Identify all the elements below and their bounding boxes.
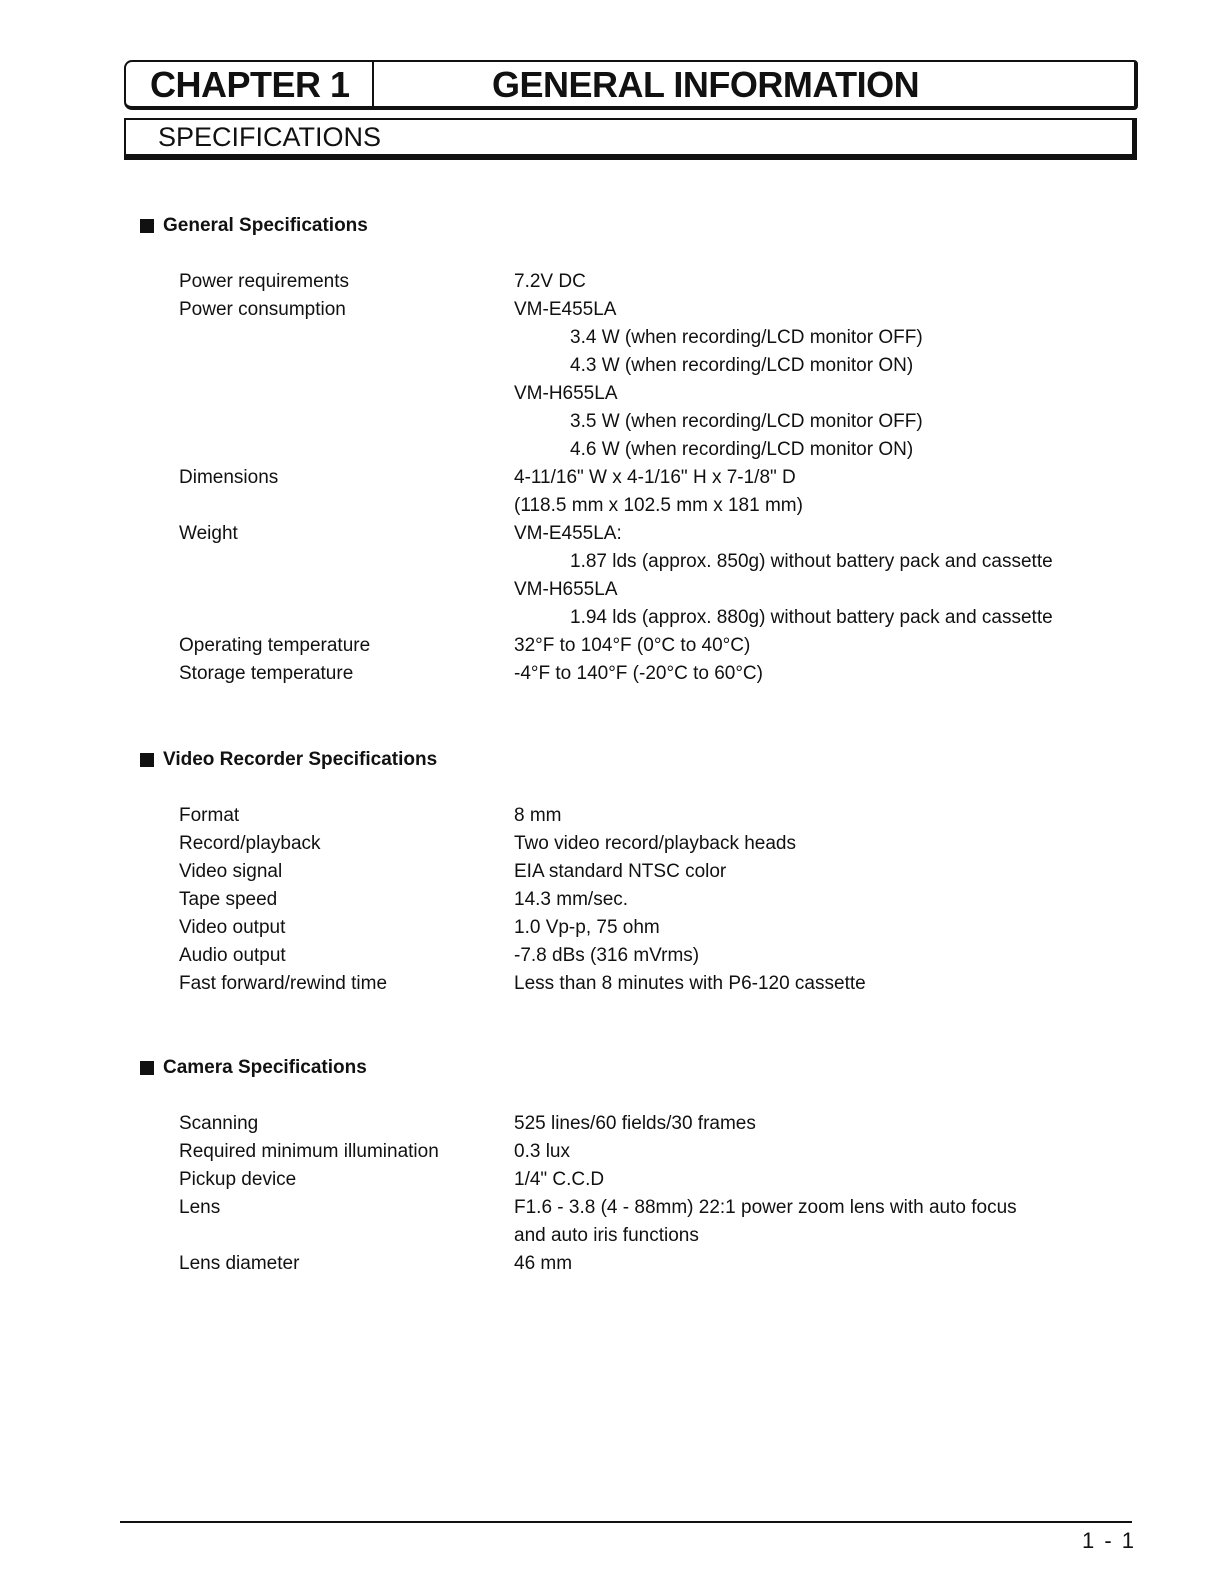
spec-value: 0.3 lux: [514, 1141, 570, 1162]
spec-value: -4°F to 140°F (-20°C to 60°C): [514, 663, 763, 684]
spec-value: EIA standard NTSC color: [514, 861, 727, 882]
spec-row: [140, 520, 622, 548]
square-bullet-icon: [140, 1061, 154, 1075]
spec-label: Scanning: [179, 1113, 259, 1134]
spec-value: 3.5 W (when recording/LCD monitor OFF): [570, 411, 923, 432]
chapter-number: CHAPTER 1: [150, 64, 350, 105]
spec-label: Dimensions: [179, 467, 279, 488]
spec-value: 7.2V DC: [514, 271, 586, 292]
spec-row: [140, 942, 700, 970]
chapter-divider: [372, 62, 374, 106]
spec-label: Fast forward/rewind time: [179, 973, 388, 994]
section-heading: [140, 1054, 367, 1082]
chapter-title: GENERAL INFORMATION: [492, 64, 920, 105]
spec-value: VM-H655LA: [514, 383, 618, 404]
spec-row: [140, 576, 618, 604]
spec-value: 4.6 W (when recording/LCD monitor ON): [570, 439, 914, 460]
spec-label: Storage temperature: [179, 663, 354, 684]
page-number: 1 - 1: [1082, 1528, 1137, 1553]
spec-label: Operating temperature: [179, 635, 371, 656]
spec-value: VM-E455LA: [514, 299, 617, 320]
spec-label: Video signal: [179, 861, 283, 882]
spec-row: [140, 970, 866, 998]
spec-value: VM-E455LA:: [514, 523, 622, 544]
spec-value: 46 mm: [514, 1253, 573, 1274]
section-heading-text: General Specifications: [163, 215, 368, 236]
spec-row: [140, 802, 562, 830]
spec-label: Power consumption: [179, 299, 346, 320]
section-heading-text: Camera Specifications: [163, 1057, 367, 1078]
spec-row: [140, 660, 763, 688]
section-title: SPECIFICATIONS: [158, 122, 382, 152]
spec-list: [140, 802, 866, 998]
spec-row: [140, 858, 727, 886]
spec-row: [140, 352, 914, 380]
chapter-header: [124, 60, 1138, 110]
spec-row: [140, 464, 796, 492]
spec-row: [140, 436, 914, 464]
spec-value: VM-H655LA: [514, 579, 618, 600]
square-bullet-icon: [140, 753, 154, 767]
spec-row: [140, 1138, 570, 1166]
camera-specifications: [140, 1054, 1017, 1278]
spec-row: [140, 548, 1053, 576]
spec-value: F1.6 - 3.8 (4 - 88mm) 22:1 power zoom lens with auto focus: [514, 1197, 1017, 1218]
spec-value: 525 lines/60 fields/30 frames: [514, 1113, 756, 1134]
spec-label: Video output: [179, 917, 286, 938]
spec-row: [140, 1110, 756, 1138]
spec-label: Format: [179, 805, 240, 826]
spec-value: 4-11/16" W x 4-1/16" H x 7-1/8" D: [514, 467, 796, 488]
spec-list: [140, 268, 1053, 688]
spec-label: Lens: [179, 1197, 221, 1218]
spec-row: [140, 886, 629, 914]
footer-rule: [120, 1521, 1132, 1523]
spec-value: 1.0 Vp-p, 75 ohm: [514, 917, 660, 938]
spec-value: 3.4 W (when recording/LCD monitor OFF): [570, 327, 923, 348]
spec-label: Power requirements: [179, 271, 350, 292]
spec-row: [140, 324, 923, 352]
spec-label: Required minimum illumination: [179, 1141, 439, 1162]
spec-value: 14.3 mm/sec.: [514, 889, 629, 910]
spec-label: Lens diameter: [179, 1253, 300, 1274]
general-specifications: [140, 212, 1053, 688]
spec-row: [140, 1194, 1017, 1222]
spec-row: [140, 1250, 573, 1278]
spec-value: 32°F to 104°F (0°C to 40°C): [514, 635, 751, 656]
section-heading: [140, 212, 368, 240]
spec-label: Weight: [179, 523, 238, 544]
spec-value: (118.5 mm x 102.5 mm x 181 mm): [514, 495, 803, 516]
spec-value: 1.94 lds (approx. 880g) without battery pack and cassette: [570, 607, 1053, 628]
square-bullet-icon: [140, 219, 154, 233]
spec-value: 4.3 W (when recording/LCD monitor ON): [570, 355, 914, 376]
spec-value: and auto iris functions: [514, 1225, 699, 1246]
spec-row: [140, 632, 751, 660]
video-recorder-specifications: [140, 746, 866, 998]
section-title-bar: [124, 118, 1137, 160]
section-heading: [140, 746, 437, 774]
spec-row: [140, 296, 617, 324]
spec-value: 1.87 lds (approx. 850g) without battery pack and cassette: [570, 551, 1053, 572]
spec-value: Two video record/playback heads: [514, 833, 796, 854]
spec-row: [140, 492, 803, 520]
spec-label: Tape speed: [179, 889, 278, 910]
spec-row: [140, 914, 660, 942]
spec-label: Audio output: [179, 945, 286, 966]
spec-row: [140, 268, 586, 296]
spec-row: [140, 830, 796, 858]
spec-value: 8 mm: [514, 805, 562, 826]
spec-row: [140, 380, 618, 408]
spec-row: [140, 1166, 605, 1194]
section-heading-text: Video Recorder Specifications: [163, 749, 438, 770]
spec-row: [140, 604, 1053, 632]
spec-list: [140, 1110, 1017, 1278]
spec-value: Less than 8 minutes with P6-120 cassette: [514, 973, 866, 994]
spec-label: Pickup device: [179, 1169, 297, 1190]
spec-value: -7.8 dBs (316 mVrms): [514, 945, 700, 966]
spec-value: 1/4" C.C.D: [514, 1169, 605, 1190]
spec-row: [140, 1222, 699, 1250]
spec-label: Record/playback: [179, 833, 321, 854]
spec-row: [140, 408, 923, 436]
